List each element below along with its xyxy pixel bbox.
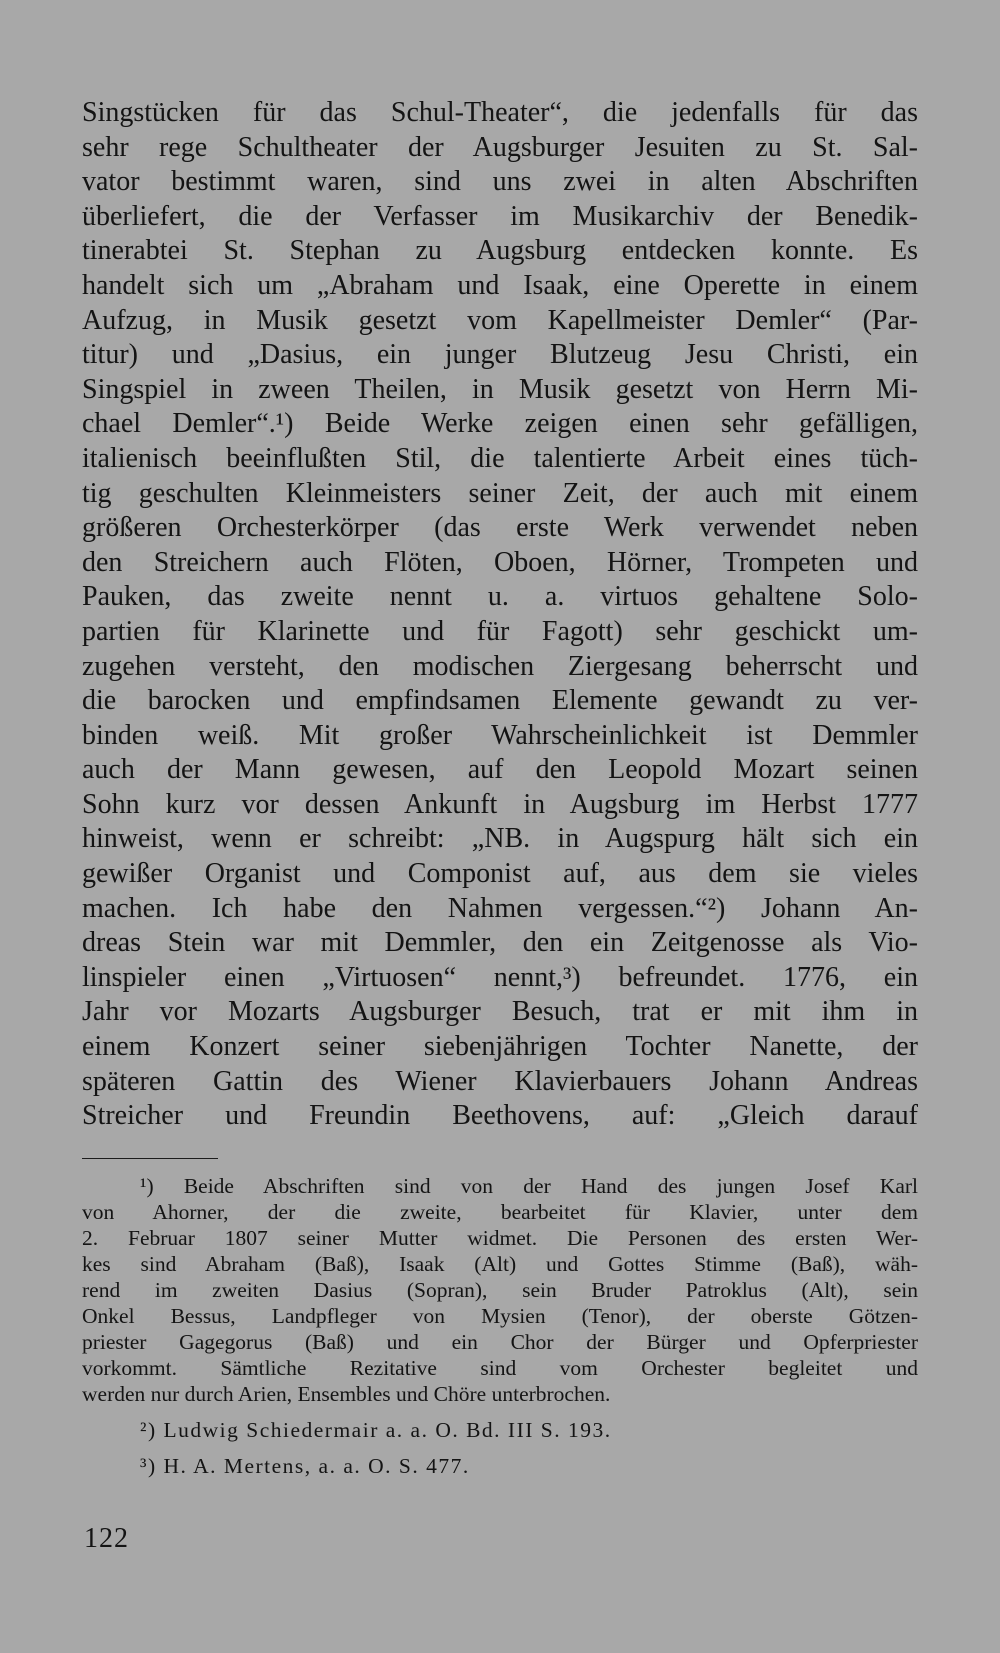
footnote-line: 2. Februar 1807 seiner Mutter widmet. Die Personen des ersten Wer-: [82, 1225, 918, 1250]
text-line: einem Konzert seiner siebenjährigen Tochter Nanette, der: [82, 1031, 918, 1063]
footnote-line: vorkommt. Sämtliche Rezitative sind vom Orchester begleitet und: [82, 1355, 918, 1380]
text-line: hinweist, wenn er schreibt: „NB. in Augspurg hält sich ein: [82, 823, 918, 855]
main-text: [82, 96, 918, 1134]
text-line: linspieler einen „Virtuosen“ nennt,³) befreundet. 1776, ein: [82, 961, 918, 993]
footnote-1: [82, 1173, 918, 1407]
page-number: 122: [84, 1523, 129, 1554]
page-content: [82, 96, 918, 1479]
text-line: Singspiel in zween Theilen, in Musik gesetzt von Herrn Mi-: [82, 373, 918, 405]
text-line: zugehen versteht, den modischen Ziergesang beherrscht und: [82, 650, 918, 682]
text-line: titur) und „Dasius, ein junger Blutzeug Jesu Christi, ein: [82, 339, 918, 371]
footnote-3: ³) H. A. Mertens, a. a. O. S. 477.: [140, 1453, 470, 1478]
footnote-line: ¹) Beide Abschriften sind von der Hand des jungen Josef Karl: [140, 1173, 918, 1198]
text-line: größeren Orchesterkörper (das erste Werk verwendet neben: [82, 512, 918, 544]
footnote-2: ²) Ludwig Schiedermair a. a. O. Bd. III S. 193.: [140, 1417, 612, 1442]
footnote-line: priester Gagegorus (Baß) und ein Chor der Bürger und Opferpriester: [82, 1329, 918, 1354]
footnote-separator: [82, 1158, 218, 1159]
text-line: italienisch beeinflußten Stil, die talentierte Arbeit eines tüch-: [82, 442, 918, 474]
text-line: tig geschulten Kleinmeisters seiner Zeit, der auch mit einem: [82, 477, 918, 509]
text-line: Jahr vor Mozarts Augsburger Besuch, trat er mit ihm in: [82, 996, 918, 1028]
text-line: den Streichern auch Flöten, Oboen, Hörner, Trompeten und: [82, 546, 918, 578]
text-line: tinerabtei St. Stephan zu Augsburg entdecken konnte. Es: [82, 235, 918, 267]
text-line: machen. Ich habe den Nahmen vergessen.“²) Johann An-: [82, 892, 918, 924]
text-line: Streicher und Freundin Beethovens, auf: „Gleich darauf: [82, 1100, 918, 1132]
text-line: partien für Klarinette und für Fagott) sehr geschickt um-: [82, 615, 918, 647]
footnote-line: Onkel Bessus, Landpfleger von Mysien (Tenor), der oberste Götzen-: [82, 1303, 918, 1328]
text-line: auch der Mann gewesen, auf den Leopold Mozart seinen: [82, 754, 918, 786]
text-line: vator bestimmt waren, sind uns zwei in alten Abschriften: [82, 166, 918, 198]
text-line: binden weiß. Mit großer Wahrscheinlichkeit ist Demmler: [82, 719, 918, 751]
text-line: chael Demler“.¹) Beide Werke zeigen einen sehr gefälligen,: [82, 408, 918, 440]
text-line: späteren Gattin des Wiener Klavierbauers Johann Andreas: [82, 1065, 918, 1097]
text-line: Pauken, das zweite nennt u. a. virtuos gehaltene Solo-: [82, 581, 918, 613]
text-line: überliefert, die der Verfasser im Musikarchiv der Benedik-: [82, 200, 918, 232]
footnote-line: werden nur durch Arien, Ensembles und Chöre unterbrochen.: [82, 1381, 611, 1406]
footnotes: [82, 1173, 918, 1479]
footnote-line: kes sind Abraham (Baß), Isaak (Alt) und Gottes Stimme (Baß), wäh-: [82, 1251, 918, 1276]
text-line: die barocken und empfindsamen Elemente gewandt zu ver-: [82, 685, 918, 717]
text-line: Aufzug, in Musik gesetzt vom Kapellmeister Demler“ (Par-: [82, 304, 918, 336]
text-line: Singstücken für das Schul-Theater“, die jedenfalls für das: [82, 97, 918, 128]
footnote-line: von Ahorner, der die zweite, bearbeitet für Klavier, unter dem: [82, 1199, 918, 1224]
text-line: dreas Stein war mit Demmler, den ein Zeitgenosse als Vio-: [82, 927, 918, 959]
text-line: Sohn kurz vor dessen Ankunft in Augsburg im Herbst 1777: [82, 788, 918, 820]
text-line: handelt sich um „Abraham und Isaak, eine Operette in einem: [82, 269, 918, 301]
text-line: gewißer Organist und Componist auf, aus dem sie vieles: [82, 858, 918, 890]
footnote-line: rend im zweiten Dasius (Sopran), sein Bruder Patroklus (Alt), sein: [82, 1277, 918, 1302]
text-line: sehr rege Schultheater der Augsburger Jesuiten zu St. Sal-: [82, 131, 918, 163]
